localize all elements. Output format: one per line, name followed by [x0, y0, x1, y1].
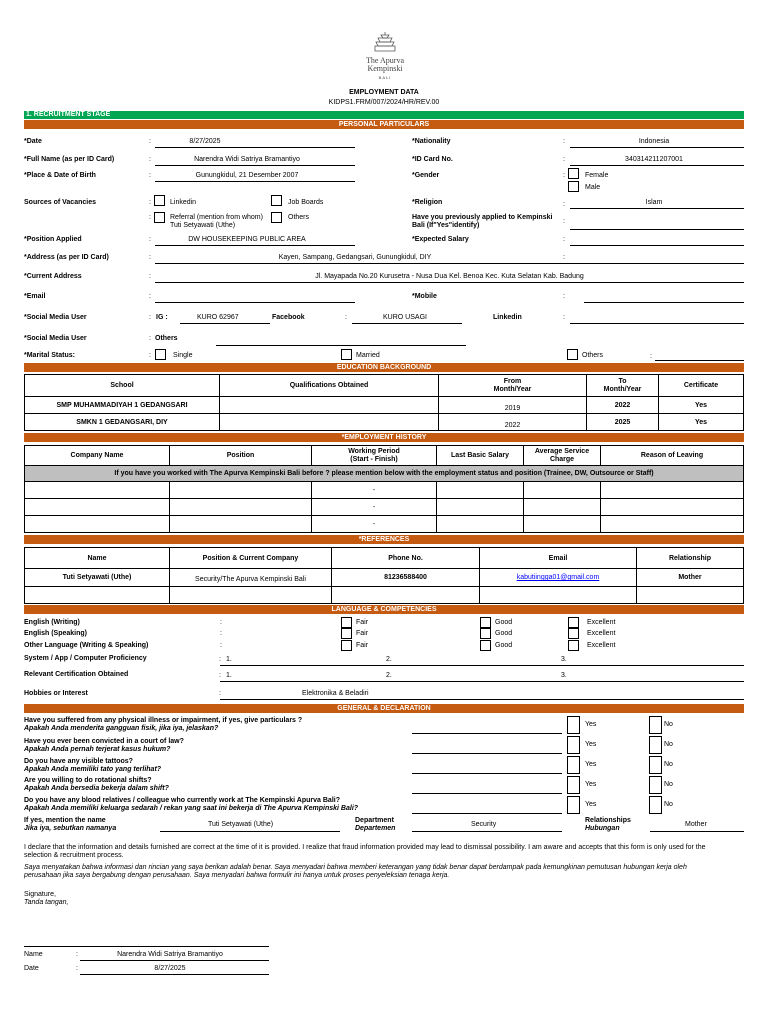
jobboards-checkbox[interactable] — [271, 195, 282, 206]
emp-position[interactable] — [170, 499, 312, 516]
idcard-field-line — [570, 165, 744, 166]
ref-position[interactable]: Security/The Apurva Kempinski Bali — [170, 569, 332, 587]
good-option: Good — [495, 630, 513, 637]
address-label: *Address (as per ID Card) — [24, 254, 109, 261]
question-3-id: Apakah Anda memiliki tato yang terlihat? — [24, 766, 162, 773]
good-checkbox[interactable] — [480, 628, 491, 639]
good-option: Good — [495, 642, 513, 649]
fair-option: Fair — [356, 642, 369, 649]
no-option: No — [664, 801, 673, 808]
jobboards-option: Job Boards — [288, 199, 324, 206]
date-field-line — [155, 147, 355, 148]
question-2-line — [412, 753, 562, 754]
applied-label-2: Bali (If"Yes"identify) — [412, 222, 480, 229]
declaration-en-1: I declare that the information and details furnished are correct at the time of it is provided. I realize that fraud information provided may lead to dismissal possibility. I am aware and accepts that this form is only used for the — [24, 844, 706, 851]
ref-email-cell[interactable] — [480, 569, 637, 587]
date-value: 8/27/2025 — [189, 138, 221, 145]
yes-option: Yes — [585, 741, 597, 748]
declaration-id-1: Saya menyatakan bahwa informasi dan rincian yang saya berikan adalah benar. Saya menyadari bahwa memberi keterangan yang tidak benar dapat berdampak pada kemungkinan pemutusan hubungan kerja oleh — [24, 864, 687, 871]
table-row — [25, 516, 744, 533]
question-2-id: Apakah Anda pernah terjerat kasus hukum? — [24, 746, 171, 753]
references-table — [24, 547, 744, 604]
mention-line — [160, 831, 340, 832]
edu-header-school: School — [25, 375, 220, 397]
ref-header-relationship: Relationship — [637, 548, 744, 569]
excellent-option: Excellent — [587, 619, 616, 626]
date-bottom-label: Date — [24, 965, 39, 972]
colon: : — [219, 656, 221, 663]
edu-to[interactable]: 2025 — [587, 414, 659, 431]
temple-icon — [350, 30, 420, 54]
emp-company[interactable] — [25, 482, 170, 499]
facebook-field-line — [352, 323, 462, 324]
relationship-line — [650, 831, 744, 832]
male-checkbox[interactable] — [568, 181, 579, 192]
good-checkbox[interactable] — [480, 617, 491, 628]
hobbies-label: Hobbies or Interest — [24, 690, 88, 697]
cert-num-1: 1. — [226, 672, 232, 679]
birth-field-line — [155, 181, 355, 182]
system-field-line — [220, 665, 744, 666]
linkedin-label: Linkedin — [493, 314, 522, 321]
mention-id: Jika iya, sebutkan namanya — [24, 825, 117, 832]
emp-header-position: Position — [170, 446, 312, 466]
relationship-value[interactable]: Mother — [685, 821, 707, 828]
signature-id: Tanda tangan, — [24, 899, 69, 906]
colon: : — [219, 672, 221, 679]
colon: : — [563, 254, 565, 261]
system-num-2: 2. — [386, 656, 392, 663]
single-checkbox[interactable] — [155, 349, 166, 360]
recruitment-stage-bar: 1. RECRUITMENT STAGE — [24, 111, 744, 119]
personal-particulars-bar: PERSONAL PARTICULARS — [24, 120, 744, 129]
question-5-id: Apakah Anda memiliki keluarga sedarah / rekan yang saat ini bekerja di The Apurva Kempinski Bali? — [24, 805, 359, 812]
ref-name[interactable]: Tuti Setyawati (Uthe) — [25, 569, 170, 587]
mention-value[interactable]: Tuti Setyawati (Uthe) — [208, 821, 274, 828]
nationality-value[interactable]: Indonesia — [638, 138, 670, 145]
ref-name[interactable] — [25, 587, 170, 604]
emp-position[interactable] — [170, 516, 312, 533]
relationship-id: Hubungan — [585, 825, 620, 832]
ig-label: IG : — [156, 314, 168, 321]
colon: : — [149, 172, 151, 179]
address-field-line — [155, 263, 744, 264]
cert-field-line — [220, 681, 744, 682]
edu-header-from: From Month/Year — [439, 375, 587, 397]
nationality-label: *Nationality — [412, 138, 451, 145]
mobile-label: *Mobile — [412, 293, 437, 300]
ref-relationship[interactable] — [637, 587, 744, 604]
others-source-checkbox[interactable] — [271, 212, 282, 223]
edu-qualification[interactable] — [220, 397, 439, 414]
yes-checkbox[interactable] — [567, 716, 580, 734]
emp-service[interactable] — [524, 499, 601, 516]
education-bar: EDUCATION BACKGROUND — [24, 363, 744, 372]
edu-header-to: To Month/Year — [587, 375, 659, 397]
lang-english-writing-label: English (Writing) — [24, 619, 80, 626]
colon: : — [149, 156, 151, 163]
yes-checkbox[interactable] — [567, 756, 580, 774]
edu-certificate[interactable]: Yes — [659, 414, 744, 431]
edu-qualification[interactable] — [220, 414, 439, 431]
referral-option: Referral (mention from whom) — [170, 214, 263, 221]
colon: : — [149, 335, 151, 342]
fullname-label: *Full Name (as per ID Card) — [24, 156, 115, 163]
table-row — [25, 482, 744, 499]
religion-value[interactable]: Islam — [645, 199, 663, 206]
position-field-line — [155, 245, 355, 246]
question-4-line — [412, 793, 562, 794]
single-option: Single — [173, 352, 193, 359]
marital-label: *Marital Status: — [24, 352, 75, 359]
colon: : — [563, 201, 565, 208]
emp-salary[interactable] — [437, 516, 524, 533]
cert-num-3: 3. — [561, 672, 567, 679]
good-checkbox[interactable] — [480, 640, 491, 651]
system-num-1: 1. — [226, 656, 232, 663]
colon: : — [149, 214, 151, 221]
marital-others-option: Others — [582, 352, 604, 359]
colon: : — [149, 352, 151, 359]
fullname-value[interactable]: Narendra Widi Satriya Bramantiyo — [194, 156, 300, 163]
colon: : — [563, 218, 565, 225]
yes-option: Yes — [585, 801, 597, 808]
linkedin-field-line — [570, 323, 744, 324]
education-table — [24, 374, 744, 431]
question-3-line — [412, 773, 562, 774]
no-option: No — [664, 741, 673, 748]
emp-service[interactable] — [524, 516, 601, 533]
yes-option: Yes — [585, 721, 597, 728]
male-option: Male — [585, 184, 601, 191]
emp-header-service: Average Service Charge — [524, 446, 601, 466]
colon: : — [220, 642, 222, 649]
nationality-field-line — [570, 147, 744, 148]
salary-label: *Expected Salary — [412, 236, 469, 243]
language-bar: LANGUAGE & COMPETENCIES — [24, 605, 744, 614]
colon: : — [563, 156, 565, 163]
emp-period[interactable]: - — [312, 499, 437, 516]
married-option: Married — [356, 352, 380, 359]
question-5-en: Do you have any blood relatives / colleague who currently work at The Kempinski Apurva Bali? — [24, 797, 340, 804]
department-line — [412, 831, 562, 832]
form-title: EMPLOYMENT DATA — [349, 89, 419, 96]
name-label: Name — [24, 951, 43, 958]
emp-company[interactable] — [25, 499, 170, 516]
married-checkbox[interactable] — [341, 349, 352, 360]
good-option: Good — [495, 619, 513, 626]
facebook-label: Facebook — [272, 314, 305, 321]
current-address-field-line — [155, 282, 744, 283]
colon: : — [563, 293, 565, 300]
no-checkbox[interactable] — [649, 716, 662, 734]
referral-checkbox[interactable] — [154, 212, 165, 223]
current-address-value[interactable]: Jl. Mayapada No.20 Kurusetra - Nusa Dua Kel. Benoa Kec. Kuta Selatan Kab. Badung — [315, 273, 584, 280]
marital-others-checkbox[interactable] — [567, 349, 578, 360]
emp-reason[interactable] — [601, 499, 744, 516]
colon: : — [563, 138, 565, 145]
no-checkbox[interactable] — [649, 776, 662, 794]
yes-checkbox[interactable] — [567, 736, 580, 754]
sources-label: Sources of Vacancies — [24, 199, 96, 206]
yes-option: Yes — [585, 761, 597, 768]
emp-header-salary: Last Basic Salary — [437, 446, 524, 466]
referral-name[interactable]: Tuti Setyawati (Uthe) — [170, 222, 236, 229]
brand-name-2: Kempinski — [367, 64, 403, 73]
ref-email-cell[interactable] — [480, 587, 637, 604]
linkedin-checkbox[interactable] — [154, 195, 165, 206]
edu-certificate[interactable]: Yes — [659, 397, 744, 414]
colon: : — [149, 199, 151, 206]
emp-period[interactable]: - — [312, 482, 437, 499]
question-4-id: Apakah Anda bersedia bekerja dalam shift? — [24, 785, 169, 792]
edu-header-certificate: Certificate — [659, 375, 744, 397]
emp-salary[interactable] — [437, 499, 524, 516]
system-num-3: 3. — [561, 656, 567, 663]
no-option: No — [664, 781, 673, 788]
colon: : — [76, 951, 78, 958]
excellent-option: Excellent — [587, 630, 616, 637]
brand-sub: BALI — [378, 75, 392, 80]
cert-label: Relevant Certification Obtained — [24, 671, 129, 678]
excellent-option: Excellent — [587, 642, 616, 649]
yes-option: Yes — [585, 781, 597, 788]
edu-school[interactable]: SMKN 1 GEDANGSARI, DIY — [25, 414, 220, 431]
colon: : — [149, 273, 151, 280]
fair-checkbox[interactable] — [341, 628, 352, 639]
birth-label: *Place & Date of Birth — [24, 172, 96, 179]
department-id: Departemen — [355, 825, 396, 832]
salary-field-line — [570, 245, 744, 246]
ref-email-link[interactable]: kabutiingga01@gmail.com — [516, 574, 600, 581]
colon: : — [345, 314, 347, 321]
others-source-option: Others — [288, 214, 310, 221]
emp-salary[interactable] — [437, 482, 524, 499]
fair-checkbox[interactable] — [341, 617, 352, 628]
facebook-value[interactable]: KURO USAGI — [383, 314, 427, 321]
emp-header-reason: Reason of Leaving — [601, 446, 744, 466]
lang-other-label: Other Language (Writing & Speaking) — [24, 642, 149, 649]
address-value[interactable]: Kayen, Sampang, Gedangsari, Gunungkidul, DIY — [278, 254, 432, 261]
no-option: No — [664, 761, 673, 768]
signature-en: Signature, — [24, 891, 56, 898]
form-code: KIDPS1.FRM/007/2024/HR/REV.00 — [328, 99, 440, 106]
colon: : — [650, 353, 652, 360]
emp-notice: If you have you worked with The Apurva Kempinski Bali before ? please mention below with the employment status and position (Trainee, DW, Outsource or Staff) — [25, 466, 744, 482]
colon: : — [220, 619, 222, 626]
kempinski-logo — [350, 30, 420, 59]
mobile-field-line — [584, 302, 744, 303]
general-bar: GENERAL & DECLARATION — [24, 704, 744, 713]
emp-company[interactable] — [25, 516, 170, 533]
colon: : — [563, 314, 565, 321]
ref-header-email: Email — [480, 548, 637, 569]
idcard-value[interactable]: 340314211207001 — [625, 156, 683, 163]
ig-value[interactable]: KURO 62967 — [197, 314, 239, 321]
yes-checkbox[interactable] — [567, 776, 580, 794]
date-label: *Date — [24, 138, 42, 145]
relationship-en: Relationships — [585, 817, 631, 824]
colon: : — [220, 630, 222, 637]
table-row — [25, 587, 744, 604]
emp-position[interactable] — [170, 482, 312, 499]
excellent-checkbox[interactable] — [568, 617, 579, 628]
ref-phone[interactable] — [332, 587, 480, 604]
department-value[interactable]: Security — [471, 821, 497, 828]
question-4-en: Are you willing to do rotational shifts? — [24, 777, 152, 784]
table-row — [25, 414, 744, 431]
colon: : — [219, 690, 221, 697]
gender-label: *Gender — [412, 172, 440, 179]
table-row — [25, 569, 744, 587]
birth-value[interactable]: Gunungkidul, 21 Desember 2007 — [195, 172, 299, 179]
female-option: Female — [585, 172, 609, 179]
social2-label: *Social Media User — [24, 335, 87, 342]
hobbies-field-line — [220, 699, 744, 700]
name-line — [80, 960, 269, 961]
ref-relationship[interactable]: Mother — [637, 569, 744, 587]
ref-position[interactable] — [170, 587, 332, 604]
no-checkbox[interactable] — [649, 756, 662, 774]
no-checkbox[interactable] — [649, 796, 662, 814]
ig-field-line — [180, 323, 270, 324]
email-field-line — [155, 302, 355, 303]
excellent-checkbox[interactable] — [568, 640, 579, 651]
applied-label-1: Have you previously applied to Kempinski — [412, 214, 553, 221]
signature-line — [24, 946, 269, 947]
declaration-id-2: perusahaan jika saya bergabung dengan perusahaan. Saya menyadari bahwa formulir ini hanya untuk proses penyeleksian tenaga kerja. — [24, 872, 450, 879]
name-value[interactable]: Narendra Widi Satriya Bramantiyo — [117, 951, 223, 958]
brand-name-1: The Apurva — [366, 56, 404, 65]
emp-header-period: Working Period (Start - Finish) — [312, 446, 437, 466]
colon: : — [149, 293, 151, 300]
linkedin-option: Linkedin — [170, 199, 197, 206]
hobbies-value[interactable]: Elektronika & Beladiri — [302, 690, 369, 697]
question-3-en: Do you have any visible tattoos? — [24, 758, 133, 765]
excellent-checkbox[interactable] — [568, 628, 579, 639]
ref-header-name: Name — [25, 548, 170, 569]
religion-field-line — [570, 208, 744, 209]
lang-english-speaking-label: English (Speaking) — [24, 630, 88, 637]
question-2-en: Have you ever been convicted in a court of law? — [24, 738, 184, 745]
system-label: System / App / Computer Proficiency — [24, 655, 147, 662]
colon: : — [149, 236, 151, 243]
religion-label: *Religion — [412, 199, 443, 206]
female-checkbox[interactable] — [568, 168, 579, 179]
social1-label: *Social Media User — [24, 314, 87, 321]
question-1-id: Apakah Anda menderita gangguan fisik, jika iya, jelaskan? — [24, 725, 219, 732]
edu-school[interactable]: SMP MUHAMMADIYAH 1 GEDANGSARI — [25, 397, 220, 414]
fullname-field-line — [155, 165, 355, 166]
no-option: No — [664, 721, 673, 728]
edu-to[interactable]: 2022 — [587, 397, 659, 414]
email-label: *Email — [24, 293, 46, 300]
colon: : — [563, 236, 565, 243]
emp-header-company: Company Name — [25, 446, 170, 466]
position-value[interactable]: DW HOUSEKEEPING PUBLIC AREA — [188, 236, 306, 243]
fair-option: Fair — [356, 630, 369, 637]
marital-others-field-line — [655, 360, 744, 361]
declaration-en-2: selection & recruitment process. — [24, 852, 124, 859]
emp-service[interactable] — [524, 482, 601, 499]
employment-bar: *EMPLOYMENT HISTORY — [24, 433, 744, 442]
cert-num-2: 2. — [386, 672, 392, 679]
table-row — [25, 499, 744, 516]
colon: : — [149, 254, 151, 261]
fair-option: Fair — [356, 619, 369, 626]
idcard-label: *ID Card No. — [412, 156, 453, 163]
yes-checkbox[interactable] — [567, 796, 580, 814]
date-bottom-value[interactable]: 8/27/2025 — [154, 965, 186, 972]
emp-reason[interactable] — [601, 516, 744, 533]
table-row — [25, 397, 744, 414]
no-checkbox[interactable] — [649, 736, 662, 754]
edu-header-qualifications: Qualifications Obtained — [220, 375, 439, 397]
fair-checkbox[interactable] — [341, 640, 352, 651]
edu-from[interactable]: 2019 — [439, 397, 587, 414]
position-label: *Position Applied — [24, 236, 82, 243]
question-1-line — [412, 733, 562, 734]
question-5-line — [412, 813, 562, 814]
ref-header-position: Position & Current Company — [170, 548, 332, 569]
question-1-en: Have you suffered from any physical illness or impairment, if yes, give particulars ? — [24, 717, 303, 724]
edu-from[interactable]: 2022 — [439, 414, 587, 431]
date-line — [80, 974, 269, 975]
emp-period[interactable]: - — [312, 516, 437, 533]
others-social-label: Others — [155, 335, 178, 342]
colon: : — [563, 172, 565, 179]
applied-field-line — [570, 229, 744, 230]
department-en: Department — [355, 817, 394, 824]
ref-phone[interactable]: 81236588400 — [332, 569, 480, 587]
emp-reason[interactable] — [601, 482, 744, 499]
colon: : — [149, 314, 151, 321]
employment-table — [24, 445, 744, 533]
colon: : — [76, 965, 78, 972]
current-address-label: *Current Address — [24, 273, 82, 280]
references-bar: *REFERENCES — [24, 535, 744, 544]
mention-en: If yes, mention the name — [24, 817, 106, 824]
others-social-field-line — [216, 345, 466, 346]
ref-header-phone: Phone No. — [332, 548, 480, 569]
colon: : — [149, 138, 151, 145]
